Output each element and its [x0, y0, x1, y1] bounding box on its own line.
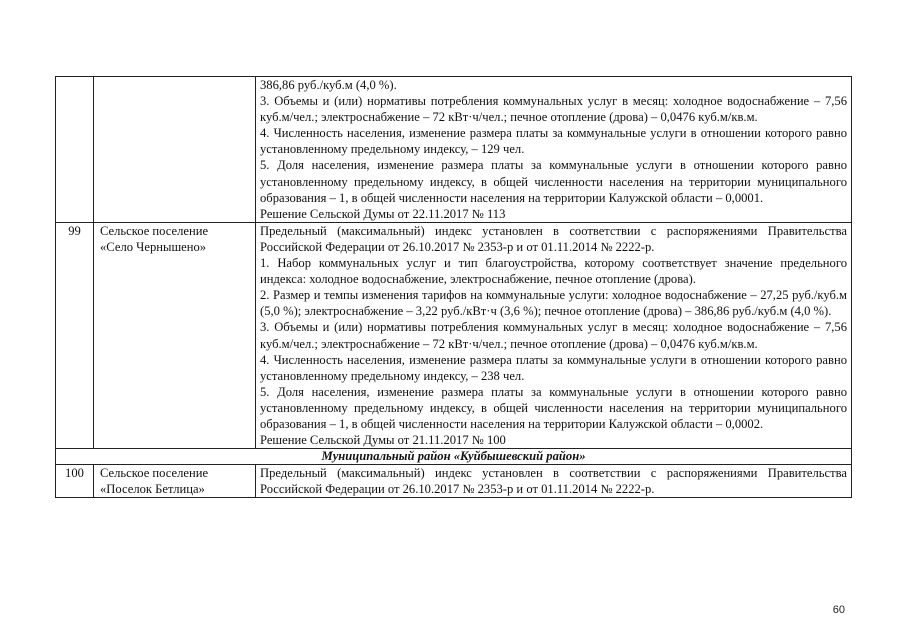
- detail-paragraph: 386,86 руб./куб.м (4,0 %).: [260, 78, 397, 92]
- detail-paragraph: 2. Размер и темпы изменения тарифов на коммунальные услуги: холодное водоснабжение – 27,25 руб./куб.м (5,0 %); электроснабжение – 3,22 руб./кВт·ч (3,6 %); печное отопление (дрова) – 386,86 руб./куб.м (4,0 %).: [260, 288, 847, 319]
- decision-reference: Решение Сельской Думы от 22.11.2017 № 113: [260, 206, 506, 221]
- settlement-type: Сельское поселение: [100, 223, 209, 238]
- row-number: 100: [65, 466, 84, 481]
- row-number-cell: [56, 77, 94, 223]
- decision-reference: Решение Сельской Думы от 21.11.2017 № 100: [260, 433, 506, 448]
- settlement-cell: [94, 77, 256, 223]
- row-number-cell: [56, 465, 94, 498]
- details-cell: [256, 465, 852, 498]
- row-number-cell: [56, 222, 94, 448]
- detail-paragraph: 4. Численность населения, изменение размера платы за коммунальные услуги в отношении которого равно установленному предельному индексу, – 129 чел.: [260, 126, 847, 157]
- page-number: 60: [832, 604, 845, 616]
- detail-paragraph: 4. Численность населения, изменение размера платы за коммунальные услуги в отношении которого равно установленному предельному индексу, – 238 чел.: [260, 352, 847, 383]
- details-cell: [256, 222, 852, 448]
- table-row: [56, 77, 852, 223]
- district-heading: Муниципальный район «Куйбышевский район»: [56, 449, 852, 465]
- settlement-cell: [94, 465, 256, 498]
- detail-paragraph: 3. Объемы и (или) нормативы потребления коммунальных услуг в месяц: холодное водоснабжение – 7,56 куб.м/чел.; электроснабжение – 72 кВт·ч/чел.; печное отопление (дрова) – 0,0476 куб.м/кв.м.: [260, 320, 847, 351]
- detail-paragraph: 1. Набор коммунальных услуг и тип благоустройства, которому соответствует значение предельного индекса: холодное водоснабжение, электроснабжение, печное отопление (дрова).: [260, 256, 847, 287]
- detail-paragraph: Предельный (максимальный) индекс установлен в соответствии с распоряжениями Правительства Российской Федерации от 26.10.2017 № 2353-р и от 01.11.2014 № 2222-р.: [260, 466, 847, 497]
- district-heading-row: [56, 449, 852, 465]
- settlement-cell: [94, 222, 256, 448]
- settlement-name: «Поселок Бетлица»: [100, 482, 205, 497]
- tariff-index-table: [55, 76, 852, 498]
- detail-paragraph: Предельный (максимальный) индекс установлен в соответствии с распоряжениями Правительства Российской Федерации от 26.10.2017 № 2353-р и от 01.11.2014 № 2222-р.: [260, 223, 847, 254]
- details-cell: [256, 77, 852, 223]
- row-number: 99: [68, 223, 81, 238]
- detail-paragraph: 5. Доля населения, изменение размера платы за коммунальные услуги в отношении которого равно установленному предельному индексу, в общей численности населения на территории муниципального образования – 1, в общей численности населения на территории Калужской области – 0,0002.: [260, 384, 847, 431]
- settlement-type: Сельское поселение: [100, 466, 209, 481]
- detail-paragraph: 3. Объемы и (или) нормативы потребления коммунальных услуг в месяц: холодное водоснабжение – 7,56 куб.м/чел.; электроснабжение – 72 кВт·ч/чел.; печное отопление (дрова) – 0,0476 куб.м/кв.м.: [260, 94, 847, 125]
- detail-paragraph: 5. Доля населения, изменение размера платы за коммунальные услуги в отношении которого равно установленному предельному индексу, в общей численности населения на территории муниципального образования – 1, в общей численности населения на территории Калужской области – 0,0001.: [260, 158, 847, 205]
- settlement-name: «Село Чернышено»: [100, 239, 207, 254]
- table-row: [56, 222, 852, 448]
- table-row: [56, 465, 852, 498]
